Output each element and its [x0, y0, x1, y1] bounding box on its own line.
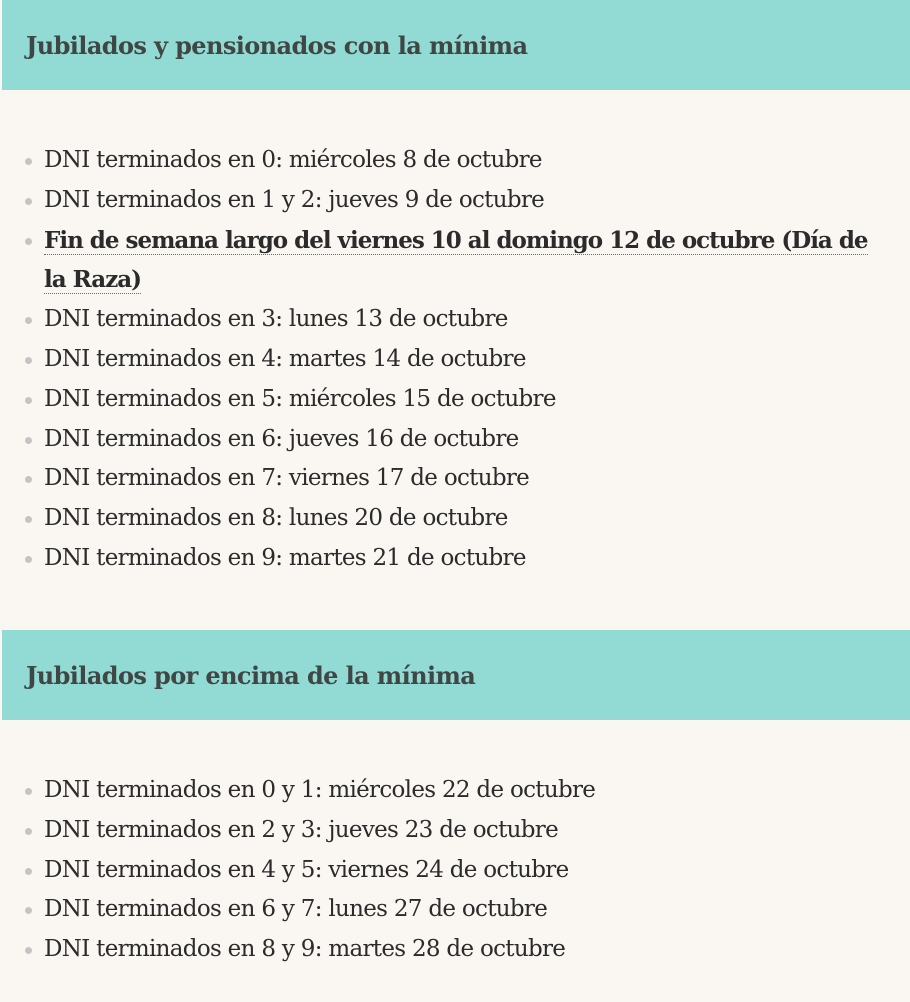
list-item: DNI terminados en 4 y 5: viernes 24 de octubre	[2, 851, 910, 891]
list-item: DNI terminados en 9: martes 21 de octubre	[2, 539, 910, 579]
list-item: DNI terminados en 7: viernes 17 de octubre	[2, 459, 910, 499]
list-item: DNI terminados en 6 y 7: lunes 27 de octubre	[2, 890, 910, 930]
holiday-note-text: Fin de semana largo del viernes 10 al domingo 12 de octubre (Día de la Raza)	[44, 226, 868, 294]
list-item: DNI terminados en 8: lunes 20 de octubre	[2, 499, 910, 539]
date-list	[2, 771, 910, 970]
date-list	[2, 141, 910, 579]
list-item: DNI terminados en 3: lunes 13 de octubre	[2, 300, 910, 340]
list-item: DNI terminados en 1 y 2: jueves 9 de octubre	[2, 181, 910, 221]
list-item: DNI terminados en 2 y 3: jueves 23 de octubre	[2, 811, 910, 851]
section-title: Jubilados por encima de la mínima	[26, 660, 476, 690]
list-item: DNI terminados en 0: miércoles 8 de octubre	[2, 141, 910, 181]
list-item: DNI terminados en 6: jueves 16 de octubre	[2, 420, 910, 460]
section-min-pension	[2, 0, 910, 610]
section-title: Jubilados y pensionados con la mínima	[26, 30, 528, 60]
section-above-min-pension	[2, 630, 910, 1002]
list-item: DNI terminados en 8 y 9: martes 28 de octubre	[2, 930, 910, 970]
list-item: DNI terminados en 5: miércoles 15 de octubre	[2, 380, 910, 420]
list-item: DNI terminados en 0 y 1: miércoles 22 de octubre	[2, 771, 910, 811]
section-header	[2, 630, 910, 720]
section-header	[2, 0, 910, 90]
list-item: DNI terminados en 4: martes 14 de octubre	[2, 340, 910, 380]
holiday-note	[2, 221, 910, 301]
